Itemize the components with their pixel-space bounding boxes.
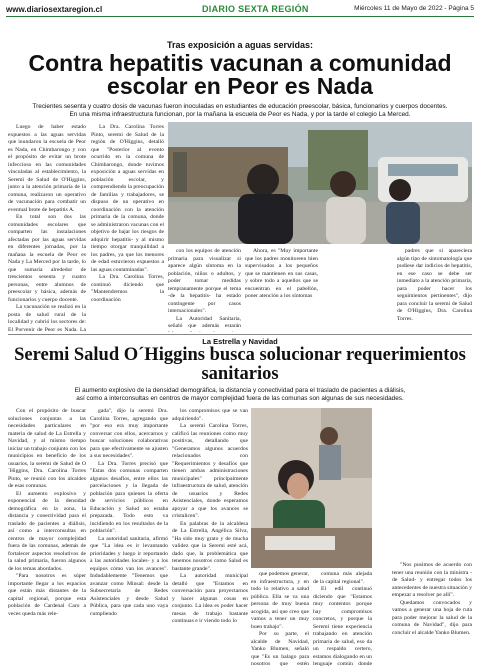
photo-image (251, 408, 372, 568)
paragraph (322, 248, 392, 256)
paragraph: El aumento explosivo y exponencial de la densidad demográfica en la zona, la distancia y conectividad para el traslado de pacientes a diálisis, así como a interconsultas en centros de mayor complejidad fuera de las comunas, además de fortalecer aspectos resolutivos de la salud primaria, fueron algunos de los temas abordados. (8, 490, 86, 572)
paragraph: gada", dijo la seremi Dra. Carolina Torres, agregando que "por eso era muy importante conversar con ellos, acercarnos y buscar soluciones colaborativas para que efectivamente se ajusten a sus necesidades". (90, 408, 168, 460)
paragraph: Por su parte, el alcalde de Navidad, Yanko Blumen, señaló que "Es un halago para nosotros que estén (251, 631, 309, 666)
paragraph: El edil continuó diciendo que "Estamos muy contentos porque hay compromisos concretos, y porque la Seremi tiene experiencia trabajando en atención primaria de salud, eso da un respaldo certero, estamos dialogando en un lenguaje común donde (313, 586, 372, 666)
paragraph: En palabras de la alcaldesa de La Estrella, Angélica Silva, "Ha sido muy grato y de mucha validez que la Seremi esté acá, dado que, la problemática que tenemos nosotros como Salud es bastante grande". (172, 520, 248, 572)
article2-deck-line1: El aumento explosivo de la densidad demográfica, la distancia y conectividad para el traslado de pacientes a diálisis, (74, 387, 406, 394)
masthead (6, 4, 474, 17)
article1-column-4b (322, 248, 392, 332)
article1-deck-line2: En una misma infraestructura funcionan, por la mañana la escuela de Peor es Nada, y por la tarde el colegio La Merced. (69, 111, 411, 119)
article1-deck-line1: Trecientes sesenta y cuatro dosis de vacunas fueron inoculadas en estudiantes de educación preescolar, básica, funcionarios y cuerpos docentes. (32, 103, 448, 110)
article2-deck (10, 387, 470, 404)
article2-deck-line2: así como a interconsultas en centros de mayor complejidad fuera de las comunas son algunas de sus necesidades. (76, 395, 404, 403)
paragraph: Quedamos convocados y vamos a generar una hoja de ruta para poder mejorar la salud de la comuna de Navidad", dijo para concluir el alcalde Yanko Blumen. (392, 599, 472, 636)
article1-column-1 (8, 124, 86, 331)
paragraph: que podemos generar, en infraestructura, y en todo lo relativo a salud pública. Ella se va una persona de muy buena acogida, así que creo que vamos a tener un muy buen trabajo". (251, 571, 309, 630)
paragraph: los compromisos que se van adquiriendo". (172, 408, 248, 422)
paragraph: padres que si apareciera algún tipo de sintomatología que pudiese dar indicios de hepatitis, en ese caso se debe ser inmediato a la atención primaria, para poder hacer los seguimientos pertinentes", dijo para concluir la seremi de Salud de O'Higgins, Dra. Carolina Torres. (397, 248, 472, 322)
paragraph: En total son dos las comunidades escolares que comparten las instalaciones afectadas por las aguas servidas en diferentes jornadas, por la mañana la escuela de Peor es Nada y La Merced por la tarde, lo que sumaría alrededor de trescientos sesenta y cuatro personas, entre alumnos de preescolar y básica, además de funcionarios y cuerpo docente. (8, 214, 86, 303)
paragraph: La autoridad sanitaria, afirmó que "La idea es ir levantando prioridades y luego ir reportando a las autoridades locales- y a los equipos cómo van los avances". Indudablemente "Tenemos que avanzar como Minsal: desde la Subsecretaría de Redes Asistenciales y desde Salud Pública, para que cada uno vaya cumpliendo (90, 535, 168, 617)
vaccination-photo (168, 122, 472, 244)
article2-column-4 (251, 571, 309, 666)
paragraph: Luego de haber estado expuestos a las aguas servidas que inundaron la escuela de Peor es Nada, en Chimbarongo y con el propósito de evitar un brote infeccioso en las comunidades vinculadas al establecimiento, la Seremi de Salud de O'Higgins, junto a la atención primaria de la comuna, realizaron un operativo de vacunación para combatir un eventual brote de hepatitis A. (8, 124, 86, 213)
paragraph: "Para nosotros es súper importante llegar a los espacios que están más distantes de la capital regional, porque esta población de Cardenal Caro a veces queda más rele- (8, 573, 86, 617)
paragraph: La Autoridad Sanitaria, señaló que además estarán (168, 315, 241, 330)
article-divider (8, 334, 472, 335)
article1-kicker: Tras exposición a aguas servidas: (166, 40, 314, 50)
article2-column-1 (8, 408, 86, 666)
paragraph: Con el propósito de buscar soluciones conjuntas a las necesidades particulares en materia de salud de La Estrella y Navidad, y al mismo tiempo iniciar un trabajo conjunto con los municipios en beneficio de los usuarios, la seremi de Salud de O´Higgins, Dra. Carolina Torres Pinto, se reunió con los alcaldes de esas comunas. (8, 408, 86, 490)
article1-deck (10, 103, 470, 120)
article1-headline: Contra hepatitis vacunan a comunidad escolar en Peor es Nada (28, 50, 452, 100)
paragraph: La Dra. Carolina Torres Pinto, seremi de Salud de la región de O'Higgins, detalló que "Posterior al evento ocurrido en la comuna de Chimbarongo, donde tuvimos exposición a aguas servidas en población escolar, y comprendiendo la preocupación de familias y trabajadores, se dispuso de un operativo en coordinación con la atención primaria de la comuna, donde se administraron vacunas con el objetivo de bajar los riesgos de adquirir hepatitis- y al mismo tiempo otorgar tranquilidad a los padres, ya que los menores de edad estuvieron expuestos a las aguas contaminadas". (91, 124, 164, 273)
site-url[interactable]: www.diariosextaregion.cl (6, 5, 103, 14)
newspaper-name: DIARIO SEXTA REGIÓN (202, 4, 309, 14)
article2-column-5 (313, 571, 372, 666)
photo-image (168, 122, 472, 244)
article1-column-4 (245, 248, 318, 332)
paragraph: La seremi Carolina Torres, calificó las reuniones como muy positivas, detallando que "Generamos algunos acuerdos relacionados con "Requerimientos y desafíos que tienen ambas administraciones municipales" principalmente infraestructura de salud, atención de usuarios y Redes Asistenciales, donde esperamos apoyar a que los avances se cristalicen". (172, 423, 248, 520)
article2-column-6 (392, 562, 472, 666)
article2-column-3 (172, 408, 248, 666)
paragraph: con los equipos de atención primaria para visualizar si aparece algún síntoma en la población, niños o adultos, y poder tomar medidas tempranamente porque el tema -de la hepatitis- ha estado contingente por casos internacionales". (168, 248, 241, 315)
article1-column-5 (397, 248, 472, 332)
paragraph: La Dra. Carolina Torres, continuó diciendo que "Mantendremos la coordinación (91, 274, 164, 303)
article1-column-3 (168, 248, 241, 332)
article2-kicker: La Estrella y Navidad (202, 337, 278, 346)
meeting-photo (251, 408, 372, 568)
paragraph: La Dra. Torres precisó que "Estas dos comunas comparten algunos desafíos, entre ellos las parcelaciones y la llegada de población para quienes la oferta de servicios públicos en Educación y Salud no estaba preparada. Todo esto va incidiendo en los resultados de la población". (90, 460, 168, 535)
article2-column-2 (90, 408, 168, 666)
paragraph: "Nos pusimos de acuerdo con tener una reunión con la ministra -de Salud- y entregar todos los antecedentes de nuestra situación y empezar a resolver pe allí". (392, 562, 472, 599)
paragraph: comuna más alejada de la capital regional". (313, 571, 372, 585)
article2-headline: Seremi Salud O´Higgins busca solucionar requerimientos sanitarios (14, 345, 466, 385)
paragraph: La vacunación se realizó en la posta de salud rural de la localidad y cubrió los sectores de: El Porvenir de Peor es Nada, La (8, 304, 86, 331)
issue-date: Miércoles 11 de Mayo de 2022 - Página 5 (354, 5, 474, 12)
paragraph: Ahora, es "Muy importante que los padres monitoreen bien supervisados a los pequeños que se mantienen en sus casas, y sobre todo a aquellos que se encuentran en el pabellón, poner atención a los síntomas (245, 248, 318, 300)
article1-column-2 (91, 124, 164, 331)
paragraph: La autoridad municipal detalló que "Estamos en conversación para proyectarnos y hacer algunas cosas en conjunto. La idea es poder hacer mesas de trabajo bastante continuas e ir viendo todo lo (172, 573, 248, 625)
